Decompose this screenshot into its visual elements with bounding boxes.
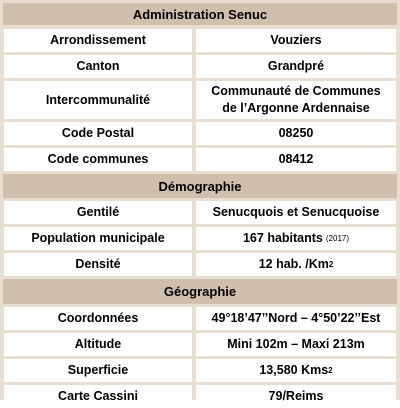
table-row xyxy=(0,55,400,78)
table-row xyxy=(0,385,400,408)
table-row xyxy=(0,227,400,250)
row-value: 49°18’47’’Nord – 4°50’22’’Est xyxy=(196,307,396,330)
section-header-demographie xyxy=(3,174,397,198)
section-title: Démographie xyxy=(158,178,242,194)
table-row xyxy=(0,359,400,382)
row-value: 12 hab. /Km 2 xyxy=(196,253,396,276)
row-value: Vouziers xyxy=(196,29,396,52)
row-label: Population municipale xyxy=(4,227,192,250)
row-value: Grandpré xyxy=(196,55,396,78)
row-label: Canton xyxy=(4,55,192,78)
table-row xyxy=(0,122,400,145)
table-row xyxy=(0,148,400,171)
row-label: Coordonnées xyxy=(4,307,192,330)
row-value xyxy=(196,81,396,119)
row-value: 79/Reims xyxy=(196,385,396,408)
population-value: 167 habitants xyxy=(242,231,323,245)
row-value: 08412 xyxy=(196,148,396,171)
value-line: Communauté de Communes xyxy=(211,84,381,98)
row-label: Code Postal xyxy=(4,122,192,145)
section-title: Géographie xyxy=(163,284,237,299)
table-row xyxy=(0,201,400,224)
row-value: Senucquois et Senucquoise xyxy=(196,201,396,224)
table-row xyxy=(0,307,400,330)
area-value: 13,580 Kms xyxy=(259,363,329,377)
row-label: Intercommunalité xyxy=(4,81,192,119)
table-row xyxy=(0,333,400,356)
row-label: Code communes xyxy=(4,148,192,171)
row-label: Gentilé xyxy=(4,201,192,224)
row-value: 13,580 Kms 2 xyxy=(196,359,396,382)
value-line: de l’Argonne Ardennaise xyxy=(222,101,370,115)
section-title: Administration Senuc xyxy=(132,6,268,22)
row-value: Mini 102m – Maxi 213m xyxy=(196,333,396,356)
row-label: Altitude xyxy=(4,333,192,356)
section-header-administration xyxy=(3,3,397,25)
row-label: Carte Cassini xyxy=(4,385,192,408)
row-label: Densité xyxy=(4,253,192,276)
table-row xyxy=(0,29,400,52)
row-label: Superficie xyxy=(4,359,192,382)
table-row xyxy=(0,81,400,119)
row-label: Arrondissement xyxy=(4,29,192,52)
table-row xyxy=(0,253,400,276)
row-value: 08250 xyxy=(196,122,396,145)
section-header-geographie xyxy=(3,279,397,304)
population-year-note: (2017) xyxy=(325,234,349,243)
row-value xyxy=(196,227,396,250)
density-value: 12 hab. /Km xyxy=(258,257,329,271)
